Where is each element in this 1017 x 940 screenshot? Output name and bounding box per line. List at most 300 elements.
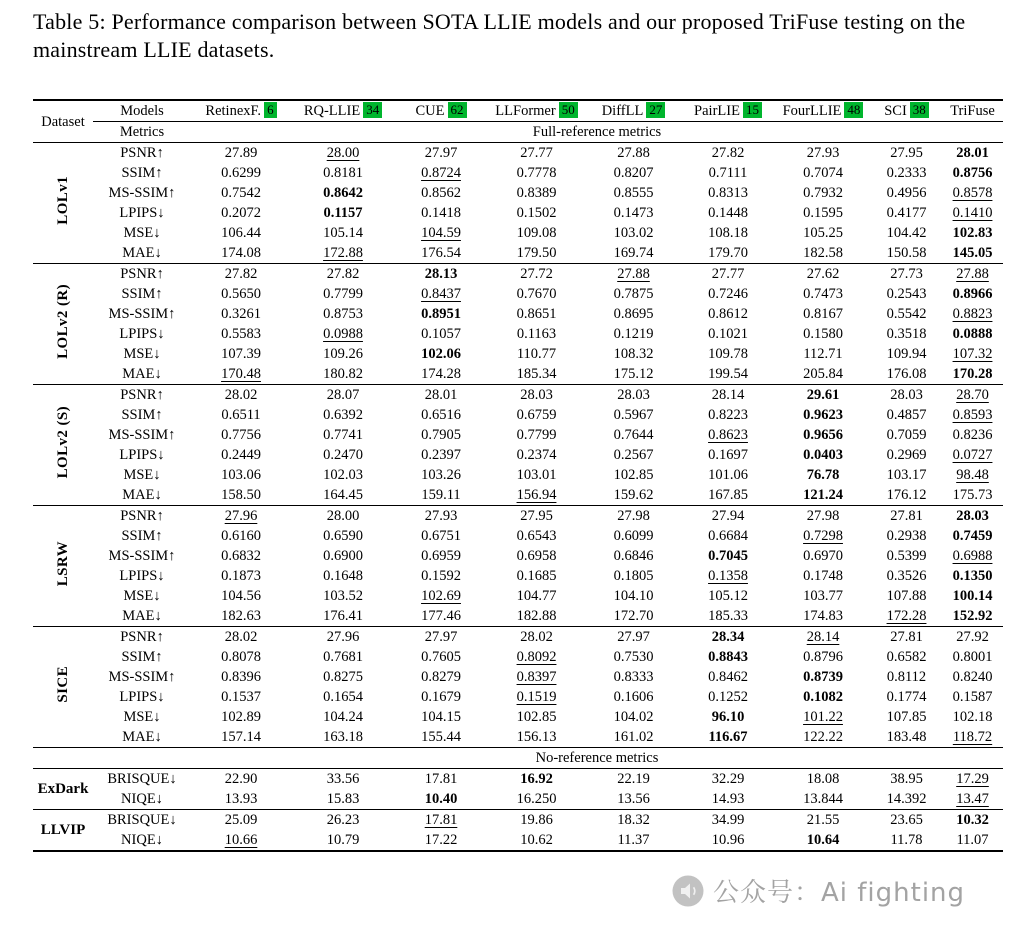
metric-value-cell (291, 506, 395, 527)
metric-value: 102.69 (421, 588, 461, 605)
metric-value: 199.54 (708, 366, 748, 383)
metric-value: 27.93 (806, 145, 840, 162)
metric-value-cell (942, 586, 1003, 606)
metric-label: SSIM↑ (121, 407, 163, 424)
citation-link[interactable]: 62 (448, 102, 467, 118)
metric-value-cell (487, 667, 586, 687)
metric-value: 27.77 (711, 266, 745, 283)
metric-value: 169.74 (613, 245, 654, 262)
metric-value: 0.8966 (952, 286, 993, 303)
metric-value: 103.01 (516, 467, 557, 484)
metric-value-cell (586, 566, 681, 586)
dataset-label: LSRW (55, 540, 71, 587)
metric-label: MS-SSIM↑ (108, 306, 176, 323)
metric-value-cell (586, 647, 681, 667)
metric-label: SSIM↑ (121, 528, 163, 545)
table-row (33, 647, 1003, 667)
metric-label: NIQE↓ (121, 791, 163, 808)
metric-value: 0.8275 (323, 669, 363, 686)
metric-value: 145.05 (952, 245, 993, 262)
metric-value-cell (775, 243, 871, 264)
metric-value: 106.44 (221, 225, 261, 242)
metric-value-cell (871, 284, 942, 304)
metric-value: 176.08 (886, 366, 927, 383)
table-row (33, 405, 1003, 425)
metric-value-cell (775, 566, 871, 586)
metric-value-cell (191, 526, 291, 546)
metric-value: 0.1157 (323, 205, 363, 222)
metric-value-cell (586, 264, 681, 285)
metric-value: 0.7045 (708, 548, 748, 565)
metric-value-cell (395, 304, 487, 324)
metric-value-cell (942, 627, 1003, 648)
metric-value-cell (942, 687, 1003, 707)
metric-value-cell (291, 586, 395, 606)
metric-value: 0.8796 (803, 649, 843, 666)
metric-value: 0.7778 (516, 165, 557, 182)
metric-value: 0.1606 (613, 689, 654, 706)
metric-value-cell (775, 143, 871, 164)
metric-value: 98.48 (956, 467, 989, 484)
metric-value-cell (681, 485, 775, 506)
metric-value: 109.78 (708, 346, 748, 363)
metric-value-cell (487, 344, 586, 364)
metric-value: 27.96 (326, 629, 360, 646)
metric-value: 10.96 (711, 832, 745, 849)
dataset-column-header: Dataset (33, 100, 93, 143)
table-caption: Table 5: Performance comparison between SOTA LLIE models and our proposed TriFuse testing on the mainstream LLIE datasets. (33, 9, 966, 62)
metric-value: 0.8843 (708, 649, 748, 666)
metric-value: 0.5650 (221, 286, 261, 303)
metric-value-cell (775, 405, 871, 425)
metric-value: 0.8112 (886, 669, 927, 686)
metric-value: 27.98 (806, 508, 840, 525)
metric-value-cell (395, 647, 487, 667)
metric-value-cell (291, 830, 395, 851)
metric-value-cell (487, 445, 586, 465)
metric-value-cell (291, 163, 395, 183)
metric-value: 0.6543 (516, 528, 557, 545)
metric-value-cell (586, 810, 681, 831)
metric-value-cell (191, 810, 291, 831)
metric-value-cell (871, 243, 942, 264)
metric-value: 0.6516 (421, 407, 461, 424)
metric-value: 156.13 (516, 729, 557, 746)
metric-value: 0.8279 (421, 669, 461, 686)
metric-value: 108.32 (613, 346, 654, 363)
metric-value-cell (191, 425, 291, 445)
metric-label: MS-SSIM↑ (108, 669, 176, 686)
metric-value-cell (681, 324, 775, 344)
metric-value-cell (586, 830, 681, 851)
metric-value-cell (487, 586, 586, 606)
metric-value-cell (681, 264, 775, 285)
metric-value-cell (586, 465, 681, 485)
metric-value: 27.88 (956, 266, 989, 283)
metric-value-cell (586, 203, 681, 223)
metric-value: 102.85 (613, 467, 654, 484)
table-row (33, 627, 1003, 648)
table-row (33, 769, 1003, 790)
metric-value-cell (487, 606, 586, 627)
metric-value-cell (395, 667, 487, 687)
metric-value: 159.11 (421, 487, 461, 504)
metric-value-cell (871, 769, 942, 790)
metric-value-cell (942, 223, 1003, 243)
metric-value: 0.0988 (323, 326, 363, 343)
metric-value: 104.15 (421, 709, 461, 726)
metric-value: 21.55 (806, 812, 840, 829)
metric-value: 27.82 (711, 145, 745, 162)
metric-value: 107.39 (221, 346, 261, 363)
metric-value: 15.83 (326, 791, 360, 808)
metric-value: 0.1679 (421, 689, 461, 706)
metric-value: 0.7246 (708, 286, 748, 303)
metric-value-cell (291, 465, 395, 485)
metric-value: 107.32 (952, 346, 993, 363)
metric-value: 0.7473 (803, 286, 843, 303)
metric-value-cell (586, 687, 681, 707)
metric-value: 170.28 (952, 366, 993, 383)
metric-label: MSE↓ (123, 346, 161, 363)
metric-value: 102.83 (952, 225, 993, 242)
metric-value-cell (871, 485, 942, 506)
metric-value: 27.94 (711, 508, 745, 525)
metric-value-cell (395, 727, 487, 748)
metric-value: 0.8695 (613, 306, 654, 323)
metric-label: MAE↓ (122, 608, 162, 625)
table-row (33, 385, 1003, 406)
metric-value: 0.5542 (886, 306, 927, 323)
metric-value: 0.6988 (952, 548, 993, 565)
metric-value: 32.29 (711, 771, 745, 788)
metric-value: 103.06 (221, 467, 261, 484)
metric-value-cell (775, 506, 871, 527)
metric-value: 107.85 (886, 709, 927, 726)
metric-value-cell (487, 830, 586, 851)
metric-value-cell (681, 687, 775, 707)
metric-value: 0.8240 (952, 669, 993, 686)
metric-value: 28.02 (520, 629, 553, 646)
metrics-row-label: Metrics (93, 122, 191, 143)
metric-value-cell (291, 203, 395, 223)
dataset-label-cell (33, 385, 93, 506)
metric-value: 10.64 (806, 832, 840, 849)
metric-value: 176.41 (323, 608, 363, 625)
metric-value: 27.97 (617, 629, 650, 646)
metric-value-cell (942, 506, 1003, 527)
metric-value-cell (871, 344, 942, 364)
metric-value-cell (681, 445, 775, 465)
metric-value: 108.18 (708, 225, 748, 242)
metric-value: 174.28 (421, 366, 461, 383)
metric-value-cell (586, 183, 681, 203)
metric-label: BRISQUE↓ (93, 769, 191, 790)
model-column-header (191, 100, 291, 122)
metric-value: 0.8642 (323, 185, 363, 202)
metric-value-cell (871, 304, 942, 324)
metric-value-cell (191, 324, 291, 344)
dataset-label-cell (33, 143, 93, 264)
metric-value: 0.3261 (221, 306, 261, 323)
metric-value-cell (586, 546, 681, 566)
metric-value: 0.1021 (708, 326, 748, 343)
metric-value: 28.13 (424, 266, 458, 283)
metric-value-cell (487, 264, 586, 285)
model-name: DiffLL (601, 103, 644, 120)
metric-value: 27.62 (806, 266, 840, 283)
metric-value-cell (395, 546, 487, 566)
table-row (33, 707, 1003, 727)
metric-value: 155.44 (421, 729, 461, 746)
metric-value-cell (775, 830, 871, 851)
metric-value: 28.00 (326, 145, 360, 162)
metric-value: 0.7111 (708, 165, 748, 182)
metric-value: 18.08 (806, 771, 840, 788)
metric-value-cell (291, 667, 395, 687)
metric-value-cell (586, 485, 681, 506)
metric-value-cell (395, 344, 487, 364)
metric-value: 150.58 (886, 245, 927, 262)
metric-value: 205.84 (803, 366, 843, 383)
metric-value-cell (487, 304, 586, 324)
table-row (33, 586, 1003, 606)
metric-value: 0.1163 (516, 326, 557, 343)
metric-value: 0.1592 (421, 568, 461, 585)
metric-value-cell (291, 304, 395, 324)
metric-value-cell (291, 647, 395, 667)
speaker-icon (672, 875, 704, 907)
metric-value-cell (586, 243, 681, 264)
metric-value-cell (775, 203, 871, 223)
metric-value: 0.8756 (952, 165, 993, 182)
metric-value-cell (942, 385, 1003, 406)
citation-link[interactable]: 48 (844, 102, 863, 118)
metric-value: 0.1805 (613, 568, 654, 585)
metric-value: 0.8397 (516, 669, 557, 686)
metric-value-cell (586, 143, 681, 164)
metric-value-cell (586, 707, 681, 727)
metric-value: 0.5399 (886, 548, 927, 565)
metric-value-cell (871, 526, 942, 546)
metric-value: 156.94 (516, 487, 557, 504)
metric-value: 182.88 (516, 608, 557, 625)
metric-value: 13.56 (617, 791, 650, 808)
metric-value: 27.96 (224, 508, 258, 525)
metric-label: SSIM↑ (121, 286, 163, 303)
metric-value: 28.02 (224, 629, 258, 646)
metric-value-cell (291, 707, 395, 727)
metric-value: 176.12 (886, 487, 927, 504)
metric-value-cell (487, 385, 586, 406)
metric-value: 0.4857 (886, 407, 927, 424)
metric-value-cell (681, 707, 775, 727)
metric-value-cell (586, 506, 681, 527)
metric-value: 0.0888 (952, 326, 993, 343)
dataset-label: LOLv1 (55, 176, 71, 225)
metric-value-cell (775, 223, 871, 243)
model-name: RQ-LLIE (303, 103, 361, 120)
metric-value-cell (681, 830, 775, 851)
metric-label: MSE↓ (123, 225, 161, 242)
metric-value: 17.81 (424, 812, 458, 829)
metric-value-cell (871, 385, 942, 406)
metric-value-cell (291, 769, 395, 790)
metric-value-cell (681, 385, 775, 406)
metric-value: 159.62 (613, 487, 654, 504)
metric-value: 0.3518 (886, 326, 927, 343)
metric-value-cell (942, 143, 1003, 164)
citation-link[interactable]: 6 (264, 102, 277, 118)
metric-value: 0.2938 (886, 528, 927, 545)
metric-value: 0.1418 (421, 205, 461, 222)
metric-value-cell (291, 810, 395, 831)
metric-value: 0.7644 (613, 427, 654, 444)
metric-value-cell (586, 667, 681, 687)
metric-value-cell (395, 810, 487, 831)
metric-value-cell (191, 606, 291, 627)
metric-value-cell (871, 143, 942, 164)
metric-value: 17.29 (956, 771, 989, 788)
metric-value-cell (871, 506, 942, 527)
metric-value: 27.95 (520, 508, 553, 525)
metric-label: MAE↓ (122, 245, 162, 262)
model-name: PairLIE (694, 103, 740, 120)
metric-value-cell (871, 707, 942, 727)
metric-value: 0.1654 (323, 689, 363, 706)
metric-value: 0.1873 (221, 568, 261, 585)
metric-label: LPIPS↓ (119, 447, 165, 464)
metric-value: 28.70 (956, 387, 989, 404)
citation-link[interactable]: 50 (559, 102, 578, 118)
results-table (33, 99, 1003, 852)
metric-value-cell (487, 506, 586, 527)
metric-value: 0.7799 (516, 427, 557, 444)
metric-value: 27.82 (224, 266, 258, 283)
table-row (33, 364, 1003, 385)
metric-value: 29.61 (806, 387, 840, 404)
table-row (33, 243, 1003, 264)
metric-value-cell (775, 385, 871, 406)
metric-value-cell (681, 506, 775, 527)
metric-label: MSE↓ (123, 588, 161, 605)
metric-value: 13.93 (224, 791, 258, 808)
metric-value-cell (775, 647, 871, 667)
metric-value-cell (487, 687, 586, 707)
metric-value-cell (191, 183, 291, 203)
metric-value-cell (942, 203, 1003, 223)
metric-value-cell (487, 163, 586, 183)
metric-value: 101.06 (708, 467, 748, 484)
metric-value-cell (681, 284, 775, 304)
metric-value: 118.72 (952, 729, 993, 746)
metric-value: 28.14 (711, 387, 745, 404)
model-name: LLFormer (495, 103, 556, 120)
metric-value: 10.66 (224, 832, 258, 849)
metric-value-cell (291, 284, 395, 304)
metric-value: 102.03 (323, 467, 363, 484)
metric-value: 28.34 (711, 629, 745, 646)
metric-value: 0.1580 (803, 326, 843, 343)
metric-value: 0.7875 (613, 286, 654, 303)
metric-value-cell (191, 203, 291, 223)
metric-value: 11.37 (617, 832, 650, 849)
metric-value-cell (942, 810, 1003, 831)
model-name: TriFuse (950, 103, 995, 120)
metric-value-cell (942, 284, 1003, 304)
metric-value-cell (586, 284, 681, 304)
table-row (33, 526, 1003, 546)
table-row (33, 606, 1003, 627)
metric-value-cell (487, 284, 586, 304)
metric-value-cell (291, 243, 395, 264)
metric-value: 109.94 (886, 346, 927, 363)
table-row (33, 566, 1003, 586)
table-row (33, 324, 1003, 344)
metric-value: 0.6958 (516, 548, 557, 565)
dataset-label: LLVIP (40, 822, 86, 839)
metric-value: 22.19 (617, 771, 650, 788)
table-row (33, 284, 1003, 304)
table-row (33, 789, 1003, 810)
metric-value-cell (487, 707, 586, 727)
metric-value-cell (871, 465, 942, 485)
metric-value-cell (191, 586, 291, 606)
metric-value: 104.56 (221, 588, 261, 605)
citation-link[interactable]: 34 (363, 102, 382, 118)
metric-value-cell (681, 143, 775, 164)
metric-value-cell (942, 344, 1003, 364)
metric-value-cell (291, 344, 395, 364)
metric-value-cell (775, 769, 871, 790)
metric-value: 0.8623 (708, 427, 748, 444)
metric-value-cell (775, 526, 871, 546)
metric-value: 0.7542 (221, 185, 261, 202)
citation-link[interactable]: 38 (910, 102, 929, 118)
metric-value-cell (291, 385, 395, 406)
metric-value-cell (487, 364, 586, 385)
metric-value-cell (942, 485, 1003, 506)
metric-label: PSNR↑ (93, 385, 191, 406)
table-row (33, 687, 1003, 707)
table-row (33, 727, 1003, 748)
metric-value-cell (191, 364, 291, 385)
metric-value-cell (942, 647, 1003, 667)
metric-value-cell (775, 163, 871, 183)
citation-link[interactable]: 27 (646, 102, 665, 118)
metric-value: 105.12 (708, 588, 748, 605)
metric-value-cell (191, 243, 291, 264)
metric-value: 0.1519 (516, 689, 557, 706)
metric-value: 16.92 (520, 771, 553, 788)
metric-value: 76.78 (806, 467, 840, 484)
metric-value-cell (681, 465, 775, 485)
metric-value: 176.54 (421, 245, 461, 262)
metric-value: 0.8313 (708, 185, 748, 202)
metric-value: 28.07 (326, 387, 360, 404)
metric-value: 0.8739 (803, 669, 843, 686)
metric-value-cell (291, 405, 395, 425)
metric-value-cell (681, 606, 775, 627)
table-row (33, 344, 1003, 364)
citation-link[interactable]: 15 (743, 102, 762, 118)
metric-value-cell (871, 203, 942, 223)
model-column-header (775, 100, 871, 122)
metric-value: 27.72 (520, 266, 553, 283)
metric-value: 26.23 (326, 812, 360, 829)
model-name: RetinexF. (205, 103, 262, 120)
metric-value-cell (681, 727, 775, 748)
